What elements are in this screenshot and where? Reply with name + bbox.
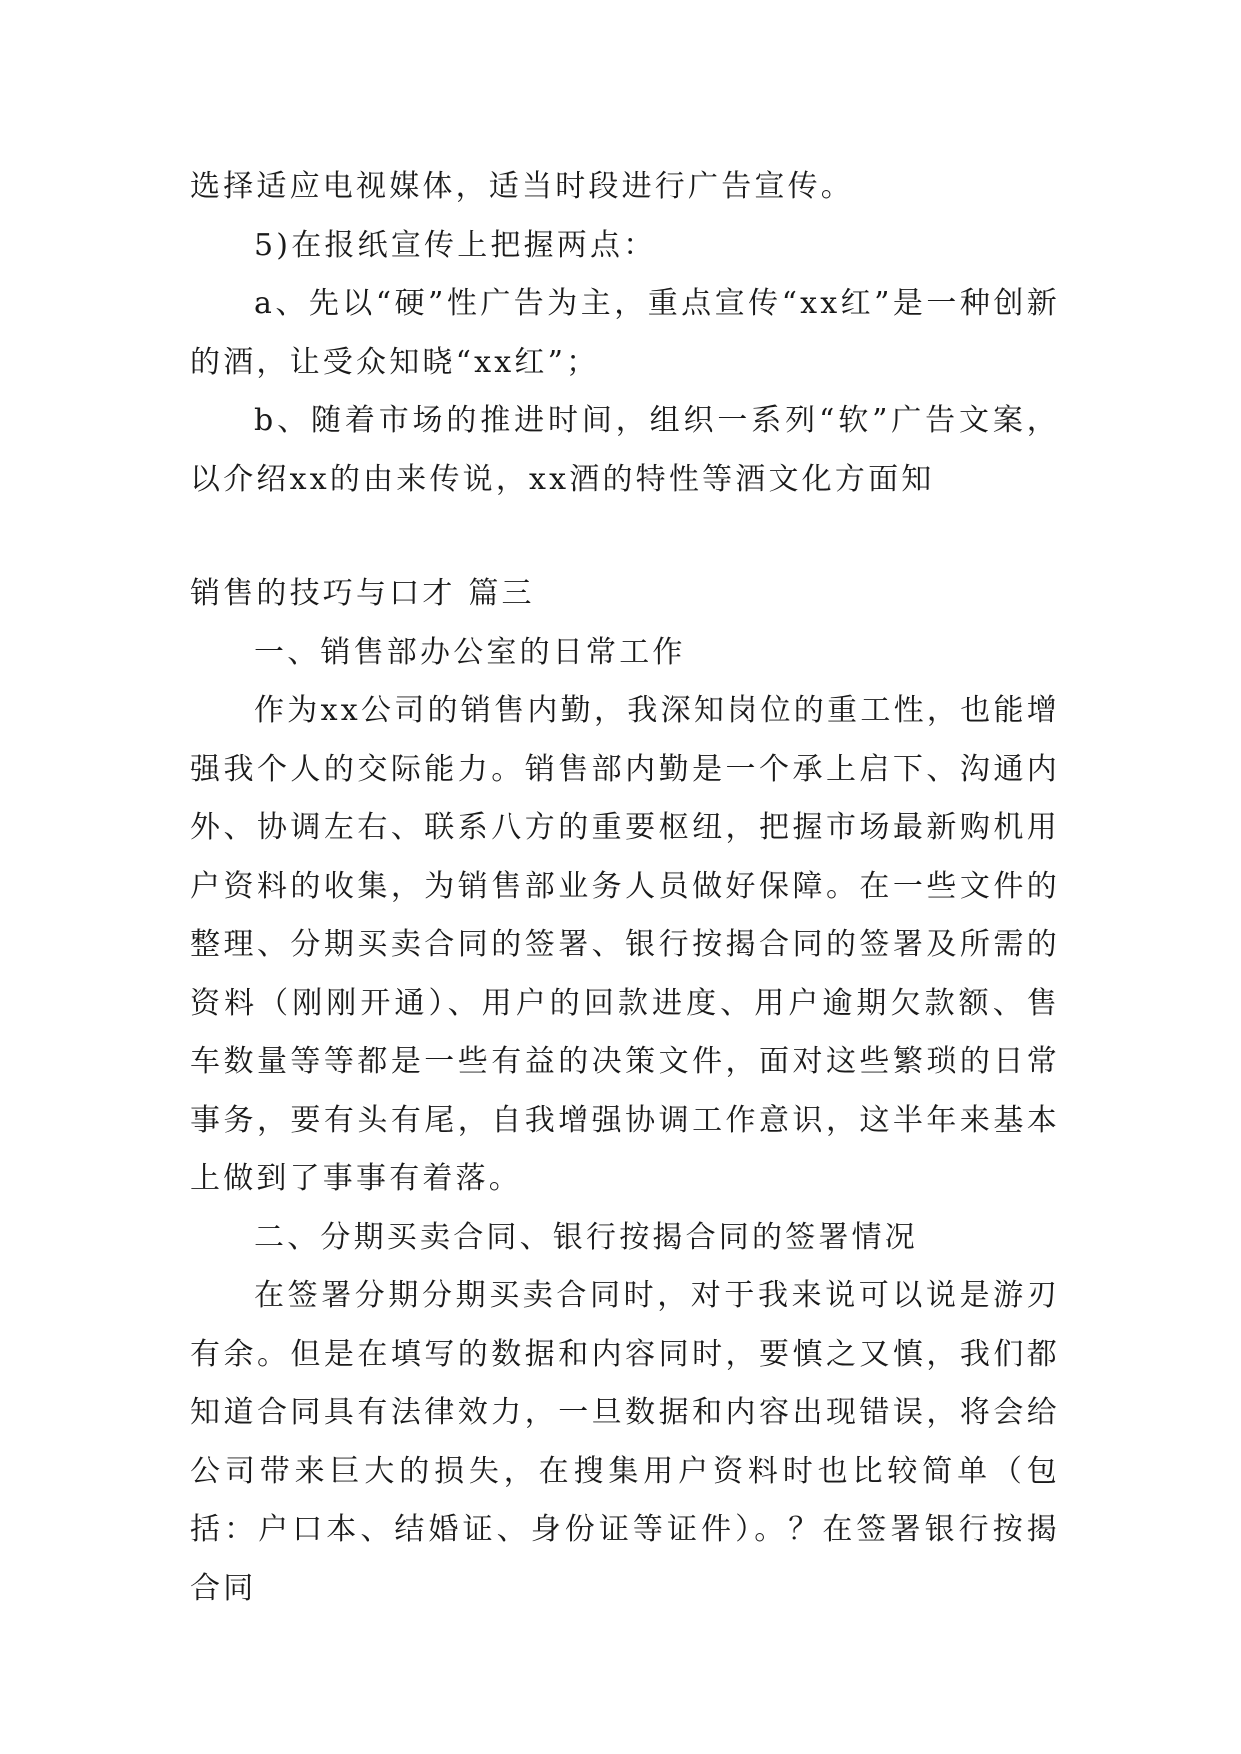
section-2: [190, 565, 1060, 1618]
paragraph-6: 在签署分期分期买卖合同时，对于我来说可以说是游刃有余。但是在填写的数据和内容同时，要慎之又慎，我们都知道合同具有法律效力，一旦数据和内容出现错误，将会给公司带来巨大的损失，在搜集用户资料时也比较简单（包括：户口本、结婚证、身份证等证件）。？在签署银行按揭合同: [190, 1278, 1060, 1606]
paragraph-5: 作为xx公司的销售内勤，我深知岗位的重工性，也能增强我个人的交际能力。销售部内勤是一个承上启下、沟通内外、协调左右、联系八方的重要枢纽，把握市场最新购机用户资料的收集，为销售部业务人员做好保障。在一些文件的整理、分期买卖合同的签署、银行按揭合同的签署及所需的资料（刚刚开通）、用户的回款进度、用户逾期欠款额、售车数量等等都是一些有益的决策文件，面对这些繁琐的日常事务，要有头有尾，自我增强协调工作意识，这半年来基本上做到了事事有着落。: [190, 693, 1060, 1196]
section-title: 销售的技巧与口才 篇三: [190, 576, 535, 611]
subheading-1: 一、销售部办公室的日常工作: [254, 634, 686, 670]
subheading-2: 二、分期买卖合同、银行按揭合同的签署情况: [254, 1219, 918, 1255]
paragraph-3: a、先以“硬”性广告为主，重点宣传“xx红”是一种创新的酒，让受众知晓“xx红”；: [190, 286, 1060, 380]
section-1: [190, 158, 1060, 509]
paragraph-4: b、随着市场的推进时间，组织一系列“软”广告文案，以介绍xx的由来传说，xx酒的特性等酒文化方面知: [190, 403, 1060, 497]
paragraph-2: 5)在报纸宣传上把握两点：: [254, 227, 657, 263]
paragraph-1: 选择适应电视媒体，适当时段进行广告宣传。: [190, 169, 854, 204]
